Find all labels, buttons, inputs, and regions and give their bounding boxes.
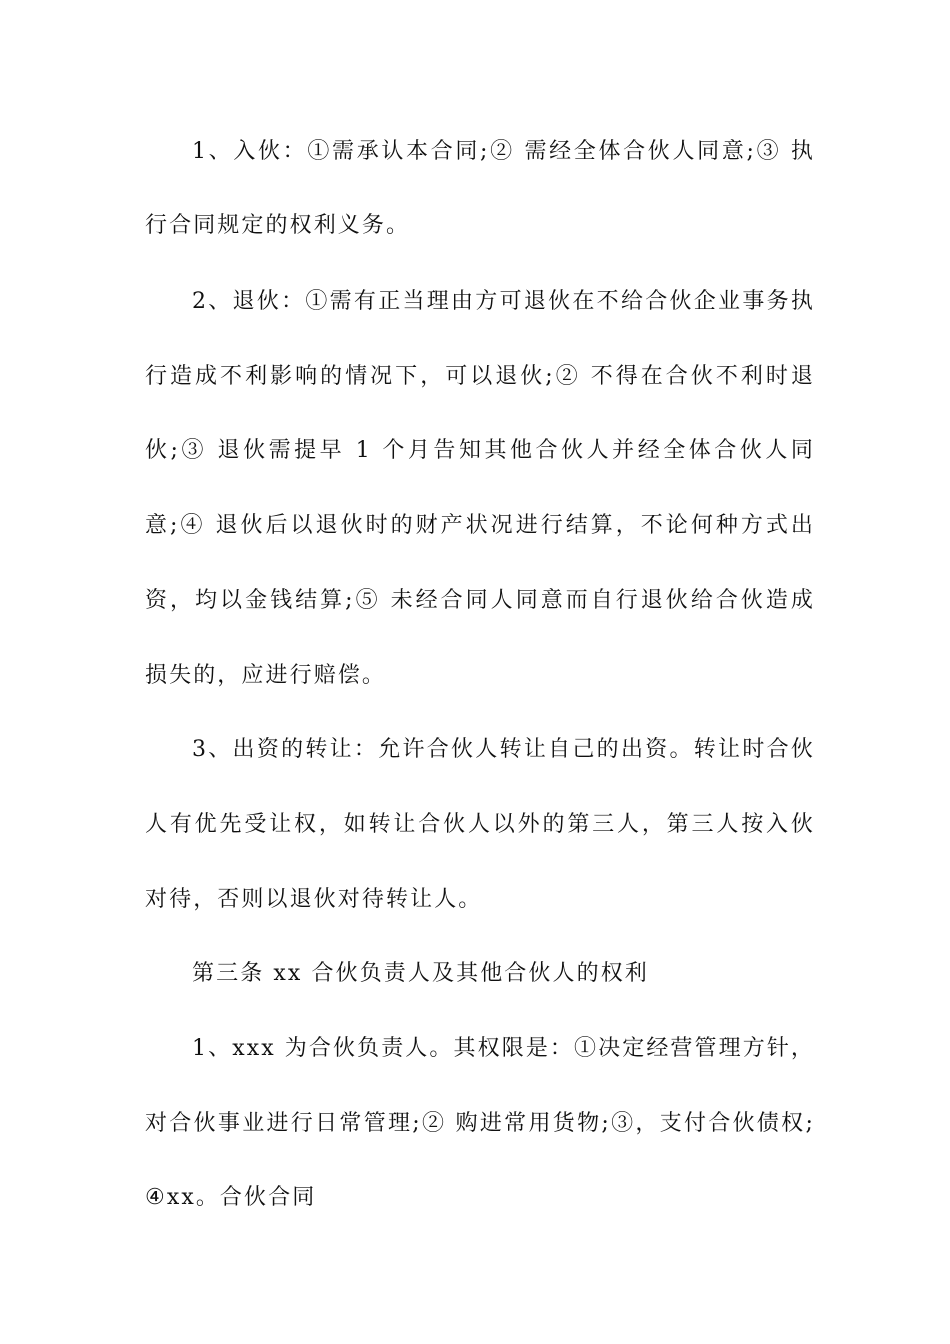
paragraph-3-line-1: 3、出资的转让：允许合伙人转让自己的出资。转让时合伙: [192, 737, 815, 762]
paragraph-4-line-1: 1、xxx 为合伙负责人。其权限是：①决定经营管理方针，: [192, 1036, 816, 1061]
paragraph-2-line-6: 损失的，应进行赔偿。: [145, 663, 387, 688]
paragraph-3-line-3: 对待，否则以退伙对待转让人。: [145, 887, 483, 912]
paragraph-4-line-3: ④xx。合伙合同: [145, 1185, 317, 1210]
paragraph-1-line-1: 1、入伙：①需承认本合同;② 需经全体合伙人同意;③ 执: [192, 139, 815, 164]
paragraph-2-line-1: 2、退伙：①需有正当理由方可退伙在不给合伙企业事务执: [192, 289, 815, 314]
paragraph-2-line-3: 伙;③ 退伙需提早 1 个月告知其他合伙人并经全体合伙人同: [145, 438, 815, 463]
paragraph-1-line-2: 行合同规定的权利义务。: [145, 213, 411, 238]
paragraph-2-line-2: 行造成不利影响的情况下，可以退伙;② 不得在合伙不利时退: [145, 364, 815, 389]
paragraph-4-line-2: 对合伙事业进行日常管理;② 购进常用货物;③，支付合伙债权;: [145, 1111, 815, 1136]
paragraph-2-line-4: 意;④ 退伙后以退伙时的财产状况进行结算，不论何种方式出: [145, 513, 815, 538]
paragraph-3-line-2: 人有优先受让权，如转让合伙人以外的第三人，第三人按入伙: [145, 812, 815, 837]
paragraph-2-line-5: 资，均以金钱结算;⑤ 未经合同人同意而自行退伙给合伙造成: [145, 588, 815, 613]
section-heading: 第三条 xx 合伙负责人及其他合伙人的权利: [192, 961, 649, 986]
